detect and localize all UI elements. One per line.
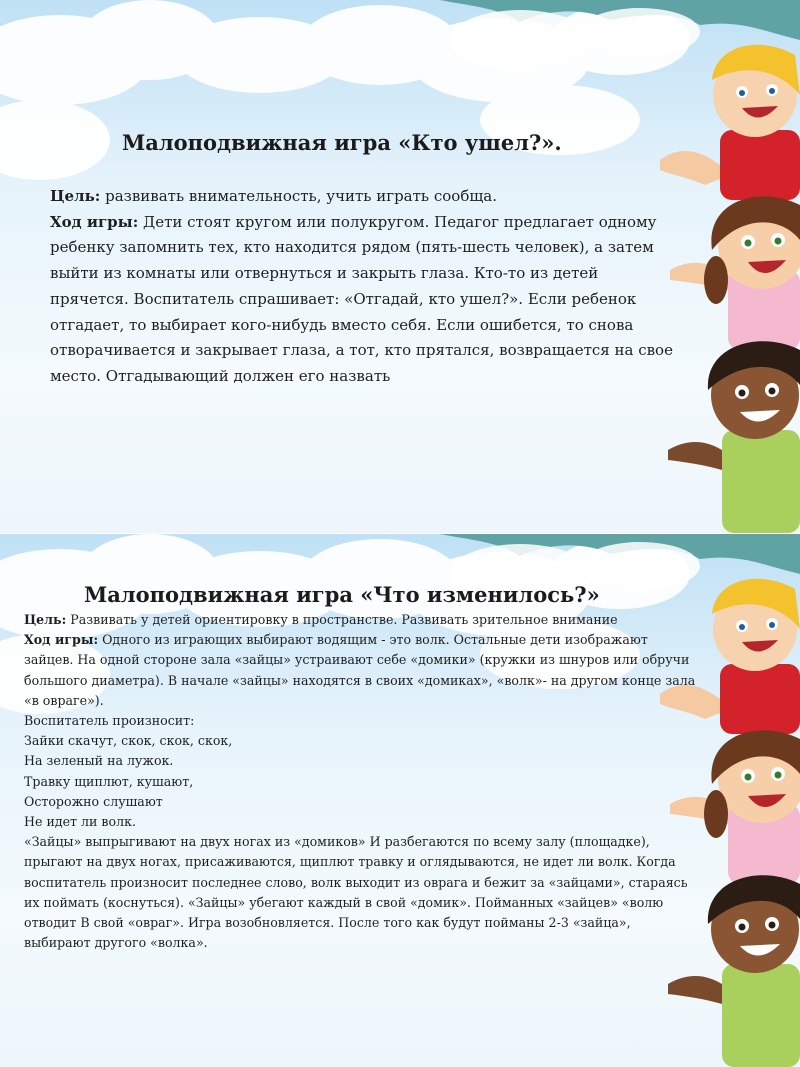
goal-label: Цель:	[50, 187, 101, 205]
text-line: Воспитатель произносит:	[24, 713, 195, 729]
goal-text: Развивать у детей ориентировку в пространстве. Развивать зрительное внимание	[66, 612, 618, 627]
slide-game-what-changed	[0, 534, 800, 1067]
process-text: Одного из играющих выбирают водящим - это волк. Остальные дети изображают зайцев. На одной стороне зала «зайцы» устраивают себе «домики» (кружки из шнуров или обручи большого диаметра). В начале «зайцы» находятся в своих «домиках», «волк»- на другом конце зала «в овраге»).	[24, 632, 696, 708]
process-text: Дети стоят кругом или полукругом. Педагог предлагает одному ребенку запомнить тех, кто находится рядом (пять-шесть человек), а затем выйти из комнаты или отвернуться и закрыть глаза. Кто-то из детей прячется. Воспитатель спрашивает: «Отгадай, кто ушел?». Если ребенок отгадает, то выбирает кого-нибудь вместо себя. Если ошибется, то снова отворачивается и закрывает глаза, а тот, кто прятался, возвращается на свое место. Отгадывающий должен его назвать	[50, 212, 673, 385]
rules-paragraph: «Зайцы» выпрыгивают на двух ногах из «домиков» И разбегаются по всему залу (площадке), прыгают на двух ногах, присаживаются, щиплют травку и оглядываются, не идет ли волк. Когда воспитатель произносит последнее слово, волк выходит из оврага и бежит за «зайцами», стараясь их поймать (коснуться). «Зайцы» убегают каждый в свой «домик». Пойманных «зайцев» «волю отводит В свой «овраг». Игра возобновляется. После того как будут пойманы 2-3 «зайца», выбирают другого «волка».	[24, 834, 688, 951]
poem-line: На зеленый на лужок.	[24, 753, 174, 769]
goal-paragraph	[24, 610, 696, 630]
poem-line: Зайки скачут, скок, скок, скок,	[24, 733, 233, 749]
goal-label: Цель:	[24, 612, 67, 627]
process-paragraph	[50, 210, 675, 390]
slide-game-who-left	[0, 0, 800, 533]
goal-paragraph	[50, 184, 675, 210]
poem-line: Травку щиплют, кушают,	[24, 773, 194, 789]
slide-title: Малоподвижная игра «Что изменилось?»	[84, 582, 600, 607]
slide-body	[50, 184, 675, 390]
goal-text: развивать внимательность, учить играть сообща.	[100, 187, 498, 205]
slide-title: Малоподвижная игра «Кто ушел?».	[122, 130, 562, 155]
process-paragraph	[24, 630, 696, 711]
poem-line: Не идет ли волк.	[24, 814, 136, 830]
process-label: Ход игры:	[50, 212, 139, 231]
slide-body	[24, 610, 696, 953]
process-label: Ход игры:	[24, 632, 99, 648]
poem-line: Осторожно слушают	[24, 793, 163, 809]
